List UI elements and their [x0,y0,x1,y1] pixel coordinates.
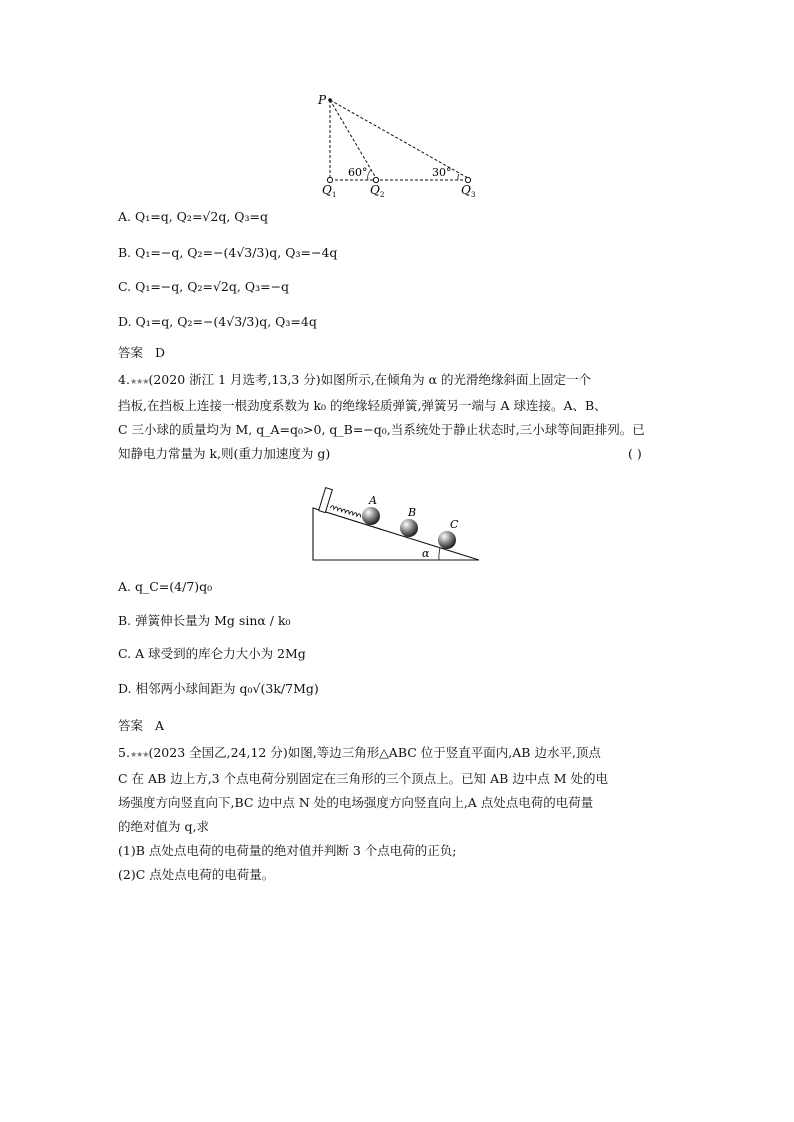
angle-arc-60 [368,170,371,180]
label-q2-sub: 2 [380,191,385,199]
q4-difficulty-stars: ★★★ [129,377,149,386]
ball-a [362,507,380,525]
angle-arc-30 [458,174,459,180]
label-angle-30: 30° [432,166,452,179]
q4-option-a-text: q_C=(4/7)q₀ [135,579,213,594]
label-q3-sub: 3 [471,191,476,199]
q5-number: 5. [118,745,130,760]
charge-q2 [373,177,378,182]
q4-option-a: A. q_C=(4/7)q₀ [118,579,213,594]
q3-answer-label: 答案 [118,345,144,360]
q4-answer-value: A [154,718,164,733]
q4-option-d-text: 相邻两小球间距为 q₀√(3k/7Mg) [135,681,319,696]
q3-option-d: D. Q₁=q, Q₂=−(4√3/3)q, Q₃=4q [118,314,317,329]
ball-b [400,519,418,537]
q3-option-c: C. Q₁=−q, Q₂=√2q, Q₃=−q [118,279,290,294]
figure-incline-spring [305,478,485,568]
q4-line-1: (2020 浙江 1 月选考,13,3 分)如图所示,在倾角为 α 的光滑绝缘斜面上固定一个 [148,372,592,387]
q5-difficulty-stars: ★★★ [129,750,149,759]
barrier-plate [319,488,333,513]
q3-option-d-text: Q₁=q, Q₂=−(4√3/3)q, Q₃=4q [135,314,317,329]
q5-stem [118,741,678,887]
q4-option-b: B. 弹簧伸长量为 Mg sinα / k₀ [118,613,291,628]
q4-line-2: 挡板,在挡板上连接一根劲度系数为 k₀ 的绝缘轻质弹簧,弹簧另一端与 A 球连接。A、B、 [118,398,607,413]
q3-option-b: B. Q₁=−q, Q₂=−(4√3/3)q, Q₃=−4q [118,245,338,260]
q4-stem [118,368,678,466]
q5-line-2: C 在 AB 边上方,3 个点电荷分别固定在三角形的三个顶点上。已知 AB 边中点 M 处的电 [118,771,609,786]
q5-subquestion-2: (2)C 点处点电荷的电荷量。 [118,867,275,882]
q5-line-4: 的绝对值为 q,求 [118,819,209,834]
q3-option-c-text: Q₁=−q, Q₂=√2q, Q₃=−q [135,279,290,294]
label-p: P [318,93,327,107]
q5-subquestion-1: (1)B 点处点电荷的电荷量的绝对值并判断 3 个点电荷的正负; [118,843,457,858]
label-ball-c: C [450,518,459,531]
charge-q3 [465,177,470,182]
spring-icon [330,505,361,517]
q5-line-1: (2023 全国乙,24,12 分)如图,等边三角形△ABC 位于竖直平面内,AB 边水平,顶点 [148,745,601,760]
q4-option-c-text: A 球受到的库仑力大小为 2Mg [135,646,306,661]
q4-answer [118,717,164,735]
ball-c [438,531,456,549]
q3-answer-value: D [154,345,165,360]
q4-answer-bracket: ( ) [628,446,642,461]
q3-option-a: A. Q₁=q, Q₂=√2q, Q₃=q [118,209,269,224]
label-q1-sub: 1 [332,191,337,199]
figure-charges-p-q [310,90,500,202]
q4-option-c: C. A 球受到的库仑力大小为 2Mg [118,646,306,661]
label-q2: Q [370,183,380,197]
incline-surface [313,508,479,560]
label-q3: Q [461,183,471,197]
q3-option-b-text: Q₁=−q, Q₂=−(4√3/3)q, Q₃=−4q [135,245,338,260]
angle-arc-alpha [439,548,440,560]
label-angle-60: 60° [348,166,368,179]
label-alpha: α [422,547,430,560]
label-q1: Q [322,183,332,197]
q3-answer [118,344,165,362]
q4-line-4: 知静电力常量为 k,则(重力加速度为 g) [118,446,331,461]
q5-line-3: 场强度方向竖直向下,BC 边中点 N 处的电场强度方向竖直向上,A 点处点电荷的电荷量 [118,795,594,810]
q4-answer-label: 答案 [118,718,144,733]
q4-option-d: D. 相邻两小球间距为 q₀√(3k/7Mg) [118,681,319,696]
q4-line-3: C 三小球的质量均为 M, q_A=q₀>0, q_B=−q₀,当系统处于静止状态时,三小球等间距排列。已 [118,422,645,437]
q4-option-b-text: 弹簧伸长量为 Mg sinα / k₀ [135,613,291,628]
label-ball-a: A [369,494,377,507]
label-ball-b: B [408,506,417,519]
q4-number: 4. [118,372,130,387]
charge-q1 [327,177,332,182]
q3-option-a-text: Q₁=q, Q₂=√2q, Q₃=q [135,209,269,224]
